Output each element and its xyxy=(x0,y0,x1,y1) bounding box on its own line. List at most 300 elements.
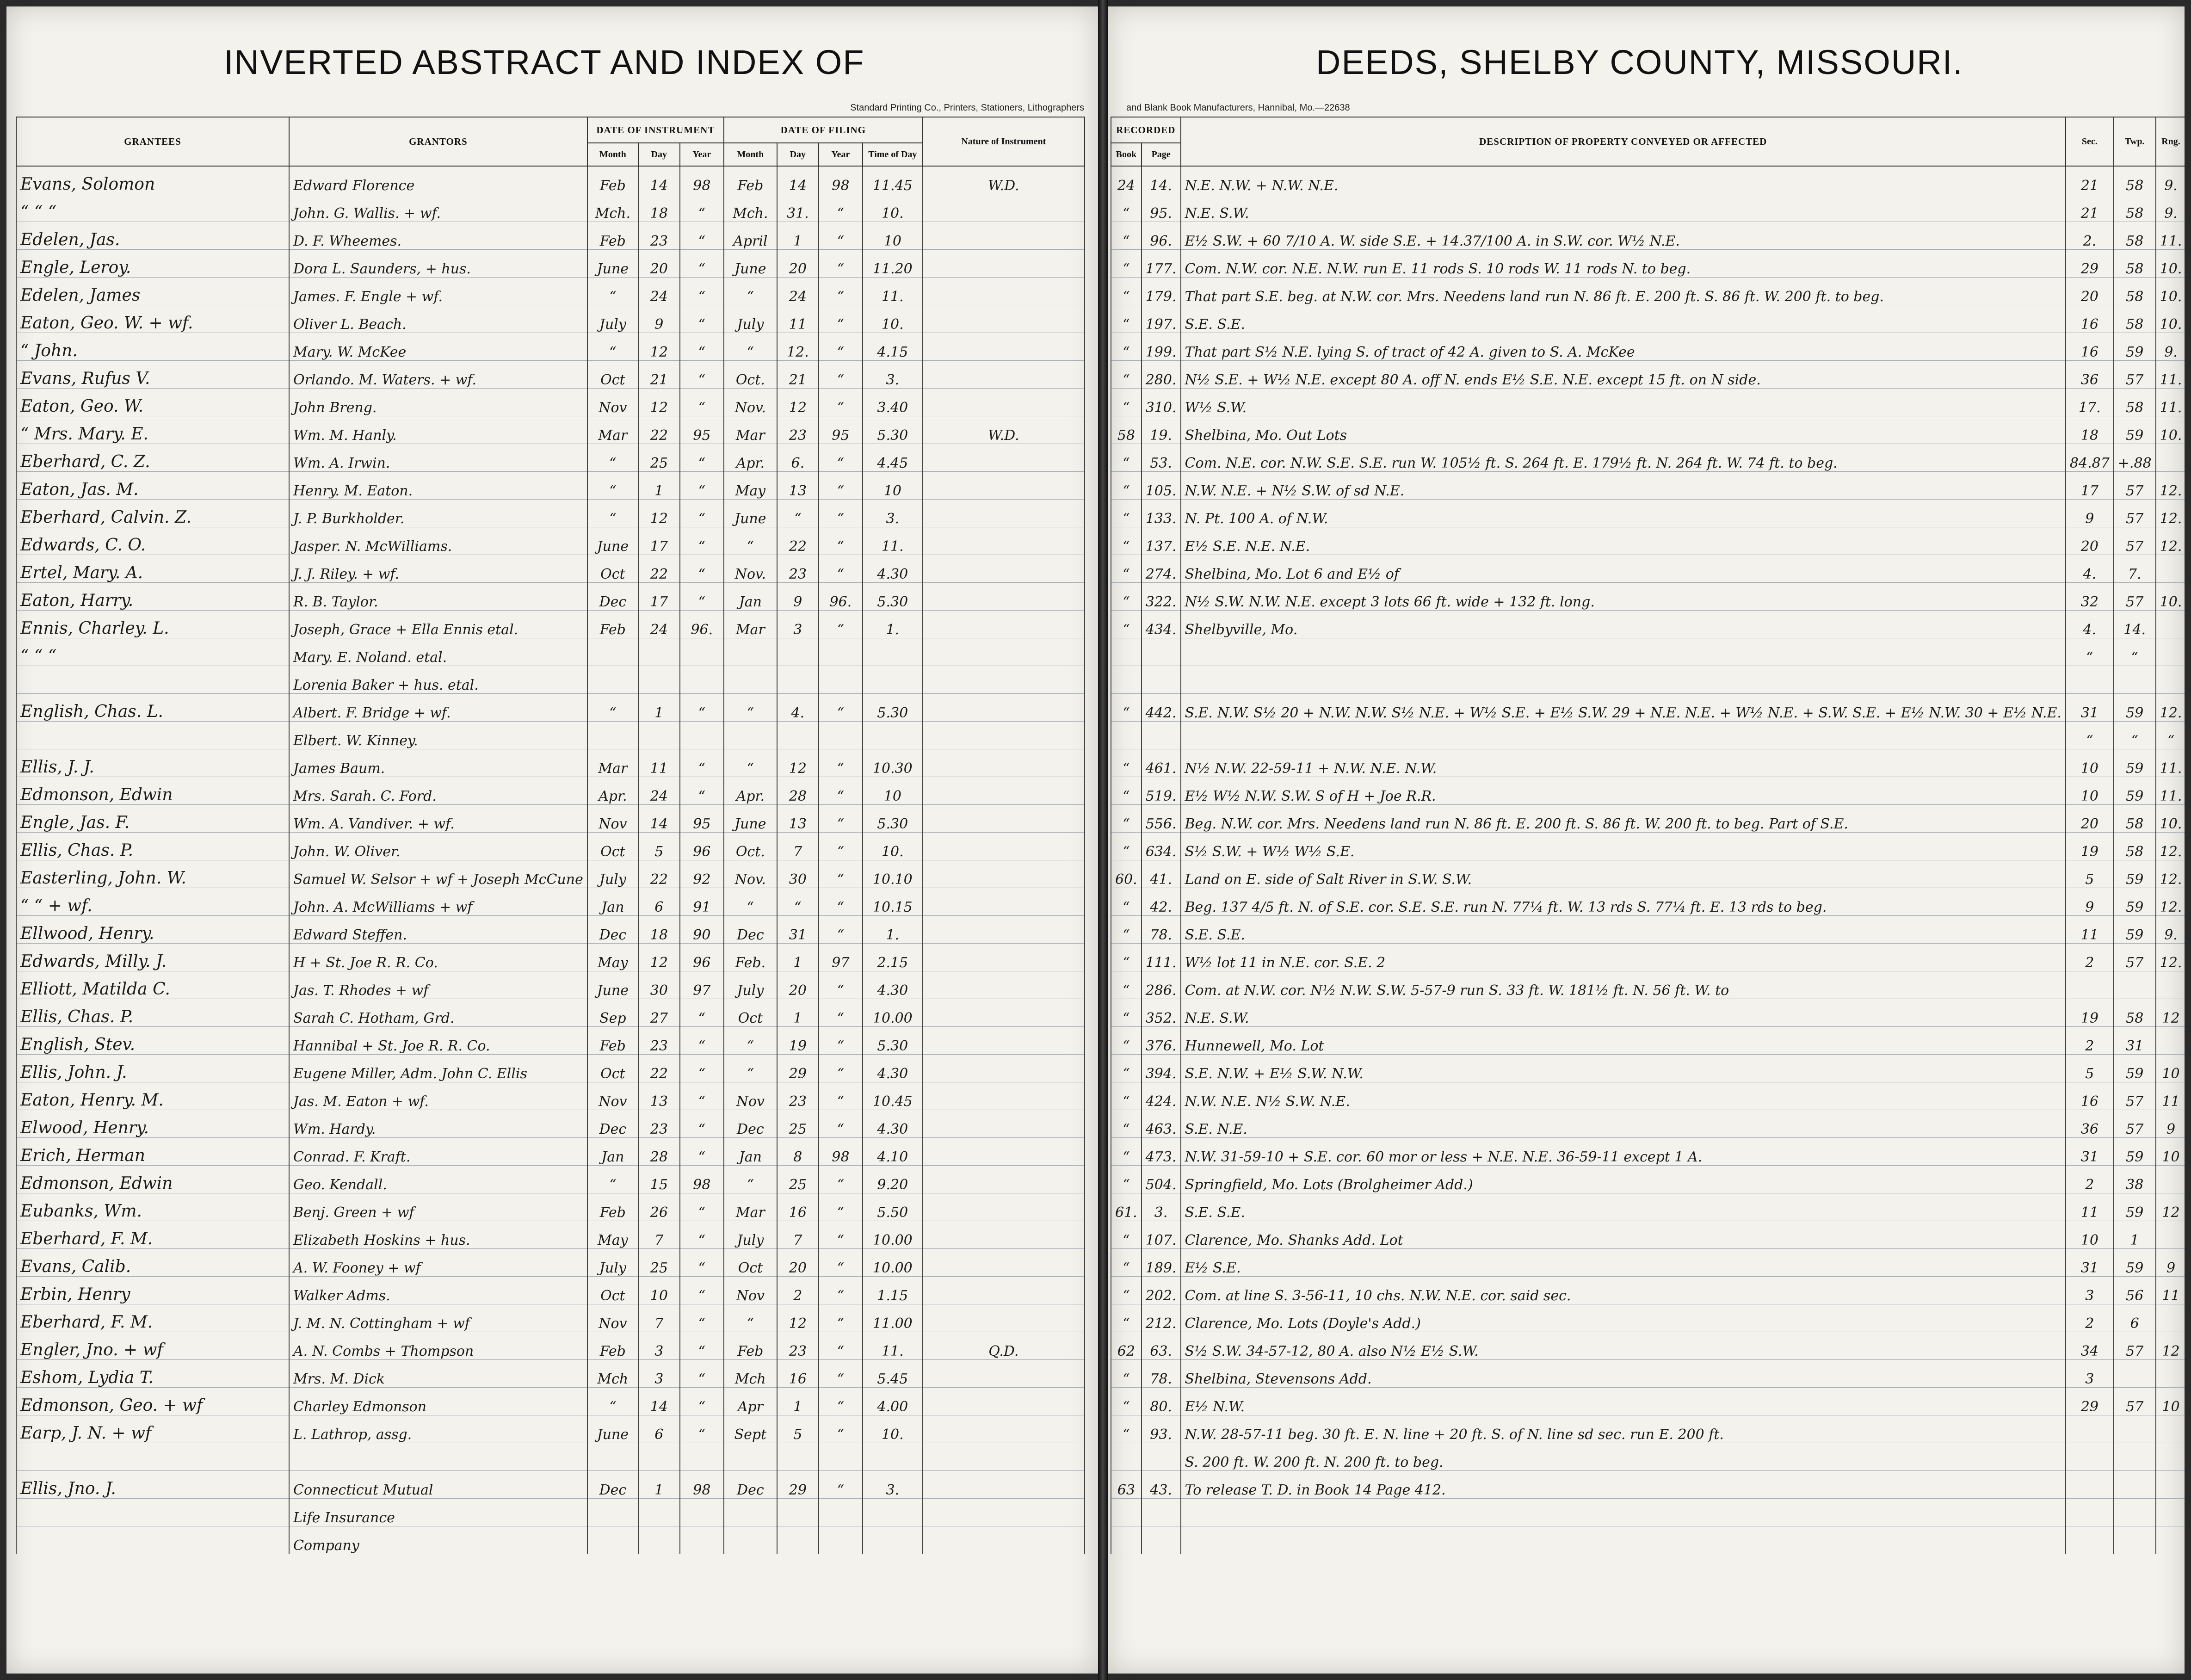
filing-year-cell xyxy=(819,666,863,694)
grantee-cell: Erbin, Henry xyxy=(16,1277,289,1304)
book-cell: “ xyxy=(1111,194,1142,222)
instrument-month-cell: Mar xyxy=(587,749,638,777)
right-ledger-page xyxy=(1108,6,2185,1674)
description-cell: N½ N.W. 22-59-11 + N.W. N.E. N.W. xyxy=(1181,749,2066,777)
sec-cell: 10 xyxy=(2066,749,2114,777)
filing-time-cell: 4.15 xyxy=(863,333,923,361)
instrument-month-cell: July xyxy=(587,305,638,333)
table-row xyxy=(16,166,1085,194)
filing-day-cell: 25 xyxy=(777,1166,819,1193)
table-row xyxy=(1111,1471,2185,1499)
table-row xyxy=(1111,416,2185,444)
filing-day-cell: 20 xyxy=(777,1249,819,1277)
description-cell: Shelbina, Mo. Out Lots xyxy=(1181,416,2066,444)
grantor-cell: A. W. Fooney + wf xyxy=(289,1249,587,1277)
rng-cell xyxy=(2156,1221,2185,1249)
nature-cell xyxy=(923,1471,1085,1499)
nature-cell xyxy=(923,1443,1085,1471)
nature-cell xyxy=(923,527,1085,555)
twp-cell: 58 xyxy=(2114,250,2156,278)
grantor-cell: Connecticut Mutual xyxy=(289,1471,587,1499)
nature-cell xyxy=(923,1304,1085,1332)
page-cell: 63. xyxy=(1142,1332,1181,1360)
grantee-cell xyxy=(16,722,289,749)
instrument-month-cell: “ xyxy=(587,694,638,722)
instrument-day-cell: 21 xyxy=(638,361,680,389)
book-cell: “ xyxy=(1111,749,1142,777)
left-ledger-rows xyxy=(16,166,1085,1554)
book-cell: “ xyxy=(1111,1388,1142,1415)
rng-cell: 12. xyxy=(2156,500,2185,527)
twp-cell: 57 xyxy=(2114,1110,2156,1138)
filing-year-cell: “ xyxy=(819,444,863,472)
grantee-cell: Ellis, Chas. P. xyxy=(16,833,289,860)
filing-year-cell: “ xyxy=(819,194,863,222)
twp-cell: 59 xyxy=(2114,749,2156,777)
filing-day-cell: 25 xyxy=(777,1110,819,1138)
grantee-cell: “ Mrs. Mary. E. xyxy=(16,416,289,444)
instrument-month-cell: “ xyxy=(587,333,638,361)
table-row xyxy=(1111,1499,2185,1526)
instrument-day-cell xyxy=(638,638,680,666)
instrument-month-cell: Oct xyxy=(587,555,638,583)
twp-cell xyxy=(2114,666,2156,694)
page-cell: 310. xyxy=(1142,389,1181,416)
grantor-cell: John. W. Oliver. xyxy=(289,833,587,860)
rng-cell: 9. xyxy=(2156,916,2185,944)
page-cell: 93. xyxy=(1142,1415,1181,1443)
instrument-month-cell: Feb xyxy=(587,1332,638,1360)
instrument-month-cell: Jan xyxy=(587,888,638,916)
book-cell: “ xyxy=(1111,1415,1142,1443)
instrument-month-cell: Mch xyxy=(587,1360,638,1388)
instrument-year-cell: “ xyxy=(680,777,724,805)
filing-year-cell xyxy=(819,722,863,749)
filing-day-cell xyxy=(777,1443,819,1471)
book-cell: 58 xyxy=(1111,416,1142,444)
filing-time-cell: 10 xyxy=(863,222,923,250)
page-cell: 179. xyxy=(1142,278,1181,305)
page-cell: 189. xyxy=(1142,1249,1181,1277)
filing-month-cell: Apr. xyxy=(724,777,777,805)
filing-year-cell: “ xyxy=(819,1388,863,1415)
description-cell: N. Pt. 100 A. of N.W. xyxy=(1181,500,2066,527)
nature-cell: Q.D. xyxy=(923,1332,1085,1360)
grantor-cell: Charley Edmonson xyxy=(289,1388,587,1415)
grantee-cell: Evans, Rufus V. xyxy=(16,361,289,389)
twp-cell: +.88 xyxy=(2114,444,2156,472)
twp-cell: 59 xyxy=(2114,888,2156,916)
instrument-day-cell: 25 xyxy=(638,444,680,472)
page-cell xyxy=(1142,1526,1181,1554)
description-cell: S.E. N.W. S½ 20 + N.W. N.W. S½ N.E. + W½ S.E. + E½ S.W. 29 + N.E. N.E. + W½ N.E. + S.W. S.E. + E½ N.W. 30 + E½ N.E. xyxy=(1181,694,2066,722)
right-ledger-rows xyxy=(1111,166,2185,1554)
table-row xyxy=(1111,1443,2185,1471)
filing-month-cell: May xyxy=(724,472,777,500)
filing-month-cell xyxy=(724,722,777,749)
grantor-cell: Dora L. Saunders, + hus. xyxy=(289,250,587,278)
rng-cell xyxy=(2156,1304,2185,1332)
twp-cell: 14. xyxy=(2114,611,2156,638)
filing-month-cell: Nov xyxy=(724,1277,777,1304)
instrument-year-cell: “ xyxy=(680,361,724,389)
book-cell: “ xyxy=(1111,1166,1142,1193)
table-row xyxy=(16,1471,1085,1499)
instrument-day-cell: 18 xyxy=(638,194,680,222)
grantee-cell xyxy=(16,666,289,694)
sec-cell: 20 xyxy=(2066,805,2114,833)
filing-day-cell: 3 xyxy=(777,611,819,638)
instrument-month-cell: “ xyxy=(587,1166,638,1193)
filing-year-cell: 98 xyxy=(819,1138,863,1166)
table-row xyxy=(1111,1360,2185,1388)
filing-time-cell xyxy=(863,638,923,666)
description-cell: Clarence, Mo. Lots (Doyle's Add.) xyxy=(1181,1304,2066,1332)
book-cell: “ xyxy=(1111,971,1142,999)
instrument-year-cell: “ xyxy=(680,1332,724,1360)
grantee-cell: Eberhard, C. Z. xyxy=(16,444,289,472)
instrument-day-cell: 13 xyxy=(638,1082,680,1110)
instrument-day-cell: 12 xyxy=(638,333,680,361)
instrument-year-cell: 95 xyxy=(680,805,724,833)
instrument-month-cell xyxy=(587,638,638,666)
sec-cell: 20 xyxy=(2066,278,2114,305)
book-cell: “ xyxy=(1111,1027,1142,1055)
twp-cell: 57 xyxy=(2114,527,2156,555)
filing-year-cell: “ xyxy=(819,1360,863,1388)
page-cell: 107. xyxy=(1142,1221,1181,1249)
page-cell: 96. xyxy=(1142,222,1181,250)
nature-cell xyxy=(923,1526,1085,1554)
table-row xyxy=(1111,1110,2185,1138)
col-filing-year: Year xyxy=(819,143,863,166)
left-printer-imprint: Standard Printing Co., Printers, Stationers, Lithographers xyxy=(850,103,1084,113)
instrument-month-cell xyxy=(587,666,638,694)
rng-cell: 10. xyxy=(2156,583,2185,611)
filing-month-cell: Apr xyxy=(724,1388,777,1415)
page-cell: 424. xyxy=(1142,1082,1181,1110)
sec-cell: 20 xyxy=(2066,527,2114,555)
instrument-year-cell: “ xyxy=(680,527,724,555)
sec-cell: 9 xyxy=(2066,500,2114,527)
table-row xyxy=(16,722,1085,749)
description-cell: Shelbyville, Mo. xyxy=(1181,611,2066,638)
page-cell xyxy=(1142,1443,1181,1471)
table-row xyxy=(16,888,1085,916)
filing-year-cell: “ xyxy=(819,1166,863,1193)
grantor-cell: J. J. Riley. + wf. xyxy=(289,555,587,583)
filing-day-cell: 23 xyxy=(777,416,819,444)
table-row xyxy=(1111,805,2185,833)
book-cell: “ xyxy=(1111,888,1142,916)
filing-month-cell: Mar xyxy=(724,416,777,444)
twp-cell xyxy=(2114,1526,2156,1554)
description-cell: Com. N.E. cor. N.W. S.E. S.E. run W. 105½ ft. S. 264 ft. E. 179½ ft. N. 264 ft. W. 74 ft. to beg. xyxy=(1181,444,2066,472)
grantor-cell: D. F. Wheemes. xyxy=(289,222,587,250)
nature-cell xyxy=(923,833,1085,860)
table-row xyxy=(1111,860,2185,888)
instrument-month-cell: Mar xyxy=(587,416,638,444)
instrument-day-cell: 17 xyxy=(638,583,680,611)
filing-month-cell: “ xyxy=(724,1304,777,1332)
twp-cell: 7. xyxy=(2114,555,2156,583)
table-row xyxy=(16,333,1085,361)
grantor-cell: Elbert. W. Kinney. xyxy=(289,722,587,749)
table-row xyxy=(16,416,1085,444)
grantee-cell: English, Stev. xyxy=(16,1027,289,1055)
table-row xyxy=(1111,1193,2185,1221)
instrument-year-cell: 96 xyxy=(680,833,724,860)
instrument-year-cell: “ xyxy=(680,472,724,500)
filing-year-cell: “ xyxy=(819,305,863,333)
description-cell xyxy=(1181,666,2066,694)
description-cell xyxy=(1181,638,2066,666)
page-cell: 43. xyxy=(1142,1471,1181,1499)
twp-cell: “ xyxy=(2114,722,2156,749)
grantor-cell: Company xyxy=(289,1526,587,1554)
table-row xyxy=(1111,1221,2185,1249)
table-row xyxy=(16,500,1085,527)
instrument-month-cell: Nov xyxy=(587,1082,638,1110)
page-cell xyxy=(1142,722,1181,749)
book-cell: “ xyxy=(1111,500,1142,527)
filing-year-cell: “ xyxy=(819,1110,863,1138)
filing-month-cell xyxy=(724,1443,777,1471)
rng-cell: 10 xyxy=(2156,1055,2185,1082)
filing-year-cell: “ xyxy=(819,472,863,500)
sec-cell: 10 xyxy=(2066,777,2114,805)
table-row xyxy=(16,1027,1085,1055)
nature-cell xyxy=(923,611,1085,638)
instrument-month-cell: “ xyxy=(587,500,638,527)
filing-month-cell: Nov. xyxy=(724,555,777,583)
filing-day-cell: 7 xyxy=(777,1221,819,1249)
col-filing-day: Day xyxy=(777,143,819,166)
instrument-month-cell xyxy=(587,1443,638,1471)
left-ledger-table xyxy=(16,117,1085,1554)
instrument-day-cell: 6 xyxy=(638,888,680,916)
twp-cell: 59 xyxy=(2114,916,2156,944)
filing-month-cell: Sept xyxy=(724,1415,777,1443)
instrument-year-cell xyxy=(680,1443,724,1471)
table-row xyxy=(16,971,1085,999)
description-cell: Land on E. side of Salt River in S.W. S.W. xyxy=(1181,860,2066,888)
filing-month-cell: “ xyxy=(724,333,777,361)
filing-year-cell: “ xyxy=(819,1304,863,1332)
instrument-year-cell: “ xyxy=(680,222,724,250)
book-cell xyxy=(1111,1526,1142,1554)
instrument-year-cell: “ xyxy=(680,1082,724,1110)
grantee-cell: Ellis, Jno. J. xyxy=(16,1471,289,1499)
sec-cell: 84.87 xyxy=(2066,444,2114,472)
filing-year-cell: “ xyxy=(819,527,863,555)
twp-cell: 59 xyxy=(2114,333,2156,361)
grantee-cell: Eubanks, Wm. xyxy=(16,1193,289,1221)
instrument-year-cell xyxy=(680,666,724,694)
description-cell: S½ S.W. 34-57-12, 80 A. also N½ E½ S.W. xyxy=(1181,1332,2066,1360)
rng-cell xyxy=(2156,1499,2185,1526)
instrument-day-cell xyxy=(638,1526,680,1554)
grantee-cell: Eaton, Henry. M. xyxy=(16,1082,289,1110)
filing-time-cell: 11. xyxy=(863,278,923,305)
grantee-cell: “ “ “ xyxy=(16,638,289,666)
nature-cell xyxy=(923,333,1085,361)
book-cell xyxy=(1111,1443,1142,1471)
sec-cell: 16 xyxy=(2066,333,2114,361)
table-row xyxy=(16,638,1085,666)
filing-day-cell: 1 xyxy=(777,1388,819,1415)
filing-year-cell: “ xyxy=(819,250,863,278)
table-row xyxy=(16,1443,1085,1471)
grantee-cell: Edelen, James xyxy=(16,278,289,305)
grantor-cell: Geo. Kendall. xyxy=(289,1166,587,1193)
filing-time-cell: 5.30 xyxy=(863,1027,923,1055)
nature-cell xyxy=(923,805,1085,833)
book-cell: “ xyxy=(1111,583,1142,611)
book-cell: “ xyxy=(1111,1110,1142,1138)
instrument-year-cell: “ xyxy=(680,1415,724,1443)
filing-year-cell: “ xyxy=(819,833,863,860)
page-cell: 42. xyxy=(1142,888,1181,916)
instrument-day-cell: 18 xyxy=(638,916,680,944)
table-row xyxy=(16,1360,1085,1388)
sec-cell: 2 xyxy=(2066,1027,2114,1055)
grantee-cell: Ertel, Mary. A. xyxy=(16,555,289,583)
page-cell: 461. xyxy=(1142,749,1181,777)
sec-cell: 5 xyxy=(2066,1055,2114,1082)
description-cell: N½ S.W. N.W. N.E. except 3 lots 66 ft. wide + 132 ft. long. xyxy=(1181,583,2066,611)
filing-year-cell: “ xyxy=(819,555,863,583)
grantee-cell: “ “ + wf. xyxy=(16,888,289,916)
filing-day-cell: 12 xyxy=(777,749,819,777)
nature-cell xyxy=(923,1110,1085,1138)
description-cell xyxy=(1181,722,2066,749)
instrument-day-cell: 30 xyxy=(638,971,680,999)
instrument-day-cell: 9 xyxy=(638,305,680,333)
grantor-cell: J. M. N. Cottingham + wf xyxy=(289,1304,587,1332)
grantee-cell: Evans, Solomon xyxy=(16,166,289,194)
filing-time-cell: 11.45 xyxy=(863,166,923,194)
instrument-day-cell: 27 xyxy=(638,999,680,1027)
table-row xyxy=(16,860,1085,888)
rng-cell: 11 xyxy=(2156,1277,2185,1304)
col-date-of-instrument: DATE OF INSTRUMENT xyxy=(587,117,724,143)
table-row xyxy=(1111,250,2185,278)
nature-cell xyxy=(923,1221,1085,1249)
filing-month-cell: Dec xyxy=(724,916,777,944)
grantee-cell: Edwards, Milly. J. xyxy=(16,944,289,971)
instrument-month-cell: Dec xyxy=(587,1110,638,1138)
table-row xyxy=(1111,638,2185,666)
nature-cell xyxy=(923,1388,1085,1415)
grantee-cell xyxy=(16,1526,289,1554)
sec-cell: 31 xyxy=(2066,1138,2114,1166)
instrument-year-cell: 96 xyxy=(680,944,724,971)
sec-cell: 4. xyxy=(2066,611,2114,638)
instrument-day-cell: 20 xyxy=(638,250,680,278)
page-cell: 556. xyxy=(1142,805,1181,833)
table-row xyxy=(1111,1055,2185,1082)
filing-month-cell: April xyxy=(724,222,777,250)
table-row xyxy=(1111,500,2185,527)
col-twp: Twp. xyxy=(2114,117,2156,166)
filing-day-cell: 13 xyxy=(777,472,819,500)
page-cell: 78. xyxy=(1142,1360,1181,1388)
table-row xyxy=(1111,1304,2185,1332)
instrument-year-cell: “ xyxy=(680,333,724,361)
table-row xyxy=(1111,389,2185,416)
sec-cell: 32 xyxy=(2066,583,2114,611)
instrument-day-cell: 14 xyxy=(638,166,680,194)
twp-cell: 57 xyxy=(2114,1082,2156,1110)
description-cell: Com. at N.W. cor. N½ N.W. S.W. 5-57-9 run S. 33 ft. W. 181½ ft. N. 56 ft. W. to xyxy=(1181,971,2066,999)
table-row xyxy=(1111,444,2185,472)
description-cell: To release T. D. in Book 14 Page 412. xyxy=(1181,1471,2066,1499)
table-row xyxy=(16,194,1085,222)
grantor-cell: Wm. M. Hanly. xyxy=(289,416,587,444)
description-cell: S.E. S.E. xyxy=(1181,916,2066,944)
page-cell: 199. xyxy=(1142,333,1181,361)
book-cell: “ xyxy=(1111,1277,1142,1304)
nature-cell xyxy=(923,1193,1085,1221)
description-cell: Shelbina, Mo. Lot 6 and E½ of xyxy=(1181,555,2066,583)
filing-year-cell: “ xyxy=(819,860,863,888)
grantor-cell: Hannibal + St. Joe R. R. Co. xyxy=(289,1027,587,1055)
filing-year-cell: “ xyxy=(819,1415,863,1443)
filing-day-cell: 16 xyxy=(777,1360,819,1388)
instrument-year-cell: 96. xyxy=(680,611,724,638)
page-cell: 394. xyxy=(1142,1055,1181,1082)
filing-month-cell xyxy=(724,1526,777,1554)
filing-year-cell: “ xyxy=(819,222,863,250)
left-page-heading: INVERTED ABSTRACT AND INDEX OF xyxy=(224,43,865,81)
rng-cell xyxy=(2156,1471,2185,1499)
instrument-day-cell: 25 xyxy=(638,1249,680,1277)
instrument-year-cell: 92 xyxy=(680,860,724,888)
filing-time-cell: 10.30 xyxy=(863,749,923,777)
book-cell: “ xyxy=(1111,389,1142,416)
twp-cell: 57 xyxy=(2114,361,2156,389)
nature-cell: W.D. xyxy=(923,166,1085,194)
book-cell: “ xyxy=(1111,527,1142,555)
instrument-year-cell xyxy=(680,1499,724,1526)
book-cell: “ xyxy=(1111,555,1142,583)
nature-cell xyxy=(923,666,1085,694)
instrument-year-cell: “ xyxy=(680,250,724,278)
filing-time-cell: 4.45 xyxy=(863,444,923,472)
description-cell xyxy=(1181,1499,2066,1526)
table-row xyxy=(1111,971,2185,999)
page-cell: 95. xyxy=(1142,194,1181,222)
filing-year-cell: “ xyxy=(819,333,863,361)
instrument-day-cell: 11 xyxy=(638,749,680,777)
filing-day-cell: 6. xyxy=(777,444,819,472)
filing-time-cell: 4.10 xyxy=(863,1138,923,1166)
grantee-cell: Ellis, Chas. P. xyxy=(16,999,289,1027)
description-cell: S.E. S.E. xyxy=(1181,305,2066,333)
description-cell: N.W. 31-59-10 + S.E. cor. 60 mor or less + N.E. N.E. 36-59-11 except 1 A. xyxy=(1181,1138,2066,1166)
instrument-year-cell: “ xyxy=(680,278,724,305)
nature-cell xyxy=(923,1415,1085,1443)
rng-cell: 12 xyxy=(2156,999,2185,1027)
page-cell: 322. xyxy=(1142,583,1181,611)
table-row xyxy=(1111,222,2185,250)
instrument-year-cell: “ xyxy=(680,694,724,722)
table-row xyxy=(1111,1277,2185,1304)
instrument-month-cell: Feb xyxy=(587,611,638,638)
grantor-cell: James. F. Engle + wf. xyxy=(289,278,587,305)
filing-time-cell: 3. xyxy=(863,1471,923,1499)
